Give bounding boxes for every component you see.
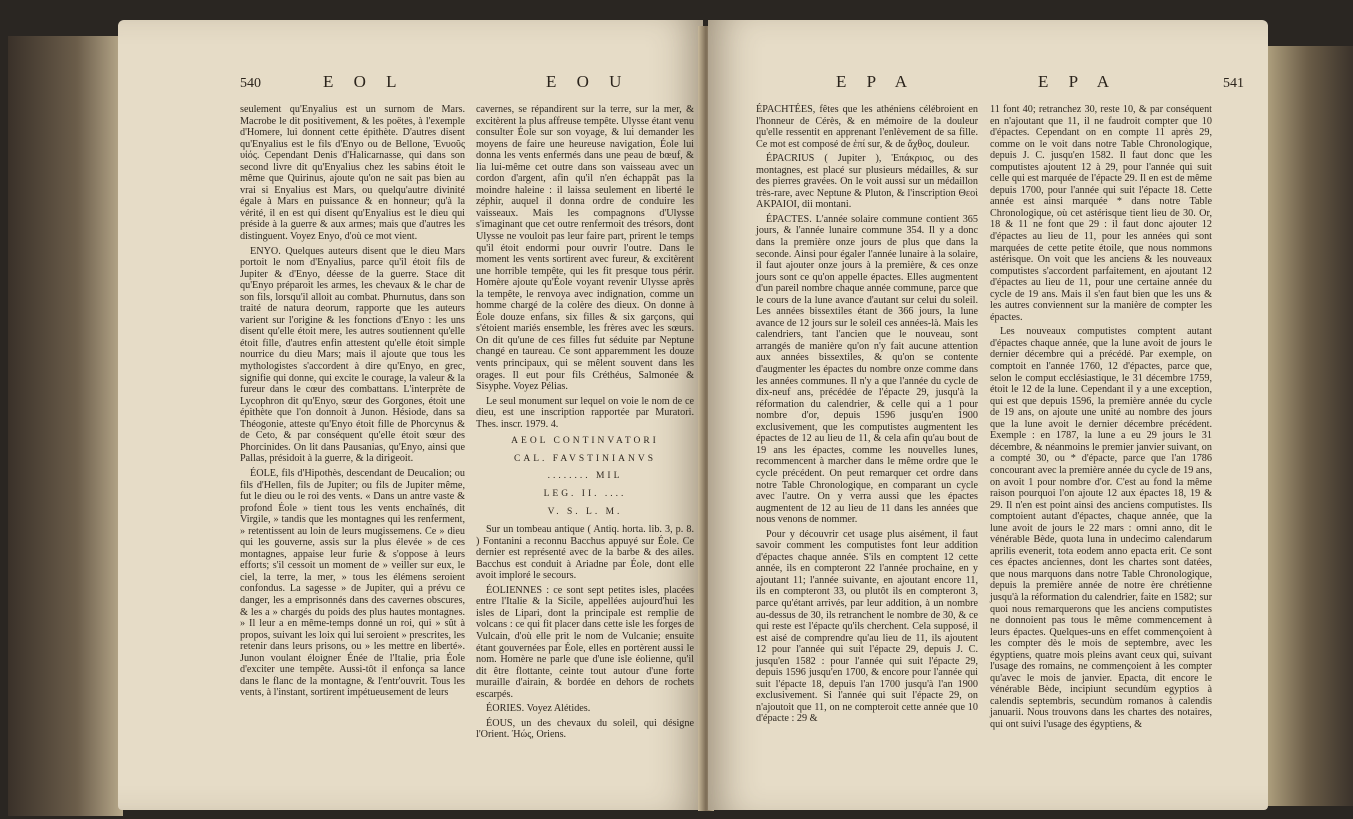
paragraph: seulement qu'Enyalius est un surnom de Mars. Macrobe le dit positivement, & les poëtes, à l'exemple d'Homere, lui donnent cette épithète. D'autres disent qu'Enyalius est le fils d'Enyo ou de Bellone, Ἐνυοῦς υἱός. Cependant Denis d'Halicarnasse, qui dans son second livre dit qu'Enyalius chez les sabins étoit le même que Quirinus, ajoute qu'on ne sait pas bien au vrai si Enyalius est Mars, ou quelqu'autre divinité égale à Mars en puissance & en honneur; qu'à la vérité, il en est qui disent qu'Enyalius est le dieu qui préside à la guerre & aux armes; mais que d'autres les distinguent. Voyez Enyo, d'où ce mot vient. bbox=[240, 104, 465, 243]
paragraph: ÉORIES. Voyez Alétides. bbox=[486, 703, 591, 715]
paragraph: Pour y découvrir cet usage plus aisément, il faut savoir comment les computistes font leur addition d'épactes chaque année. S'ils en comptent 12 cette année, ils en compteront 22 l'année prochaine, en y ajoutant 11; l'année suivante, en ajoutant encore 11, ils en compteront 33, ou plutôt ils en compteront 3, parce qu'étant arrivés, par leur addition, à un nombre au-dessus de 30, ils retranchent le nombre de 30, & ce qui reste est l'épacte qu'ils cherchent. Cela supposé, il est aisé de comprendre qu'au lieu de 11, ils ajoutent 12 pour l'année qui suit l'épacte 29, depuis J. C. jusqu'en 1582 : pour l'année qui suit l'épacte 29, depuis 1596 jusqu'en 1700, & encore pour l'année qui suit l'épacte 18, depuis l'an 1700 jusqu'à l'an 1900 exclusivement. Si l'année qui suit l'épacte 29, on n'ajoutoit que 11, on ne compteroit cette année que 10 d'épacte : 29 & bbox=[756, 528, 978, 725]
inscription-line: AEOL CONTINVATORI bbox=[511, 436, 659, 447]
paragraph: ÉPACRIUS ( Jupiter ), Ἐπάκριος, ou des montagnes, est placé sur plusieurs médailles, & sur des pierres gravées. On le voit aussi sur un médaillon très-rare, avec Neptune & Pluton, & l'inscription Θεοὶ ΑΚΡΑΙΟΙ, dii montani. bbox=[756, 153, 978, 211]
right-page bbox=[708, 20, 1268, 810]
paragraph: ÉOLIENNES : ce sont sept petites isles, placées entre l'Italie & la Sicile, appellées aujourd'hui les isles de Lipari, dont la principale est remplie de volcans : ce qui fit placer dans cette isle les forges de Vulcain, d'où elle prit le nom de Vulcanie; ensuite étant gouvernées par Éole, elles en portèrent aussi le nom. Homère ne parle que d'une isle éolienne, qu'il dit être flottante, ceinte tout autour d'une forte muraille d'airain, & bordée en dehors de rochets escarpés. bbox=[476, 584, 694, 700]
paragraph: ÉOUS, un des chevaux du soleil, qui désigne l'Orient. Ἠώς, Oriens. bbox=[476, 717, 694, 741]
page-number: 541 bbox=[1223, 76, 1244, 91]
inscription-line: ........ MIL bbox=[547, 471, 623, 482]
left-page-column-2 bbox=[476, 104, 694, 744]
paragraph: cavernes, se répandirent sur la terre, sur la mer, & excitèrent la plus affreuse tempête. Ulysse étant venu consulter Éole sur son voyage, & lui demander les moyens de faire une heureuse navigation, Éole lui donna les vents enfermés dans une peau de bœuf, & lia lui-même cet outre dans son vaisseau avec un cordon d'argent, afin qu'il n'en échappât pas la moindre haleine : il laissa seulement en liberté le zéphir, auquel il donna ordre de conduire les vaisseaux. Mais les compagnons d'Ulysse s'imaginant que cet outre renfermoit des trésors, dont Ulysse ne vouloit pas leur faire part, prirent le temps qu'il étoit endormi pour ouvrir l'outre. Dans le moment les vents sortirent avec fureur, & excitèrent une horrible tempête, qui les fit presque tous périr. Homère ajoute qu'Éole voyant revenir Ulysse après la tempête, le renvoya avec indignation, comme un homme chargé de la colère des dieux. On donne à Éole douze enfans, six filles & six garçons, qui s'étoient mariés ensemble, les frères avec les sœurs. On dit qu'une de ces filles fut séduite par Neptune changé en taureau. Ce sont apparemment les douze vents principaux, qui se mêlent souvent dans les orages. Il eut pour fils Créthéus, Salmonée & Sisyphe. Voyez Pélias. bbox=[476, 104, 694, 393]
left-page-column-1 bbox=[240, 104, 465, 702]
running-head-left: E O L bbox=[323, 72, 405, 91]
left-page-edges bbox=[8, 36, 123, 816]
inscription-line: V. S. L. M. bbox=[547, 506, 623, 517]
left-page-header bbox=[118, 72, 703, 98]
right-page-column-1 bbox=[756, 104, 978, 728]
left-page bbox=[118, 20, 703, 810]
running-head-right: E P A bbox=[1038, 72, 1118, 91]
right-page-header bbox=[708, 72, 1268, 98]
inscription-line: LEG. II. .... bbox=[543, 488, 627, 499]
right-page-column-2 bbox=[990, 104, 1212, 734]
paragraph: Le seul monument sur lequel on voie le nom de ce dieu, est une inscription rapportée par Muratori. Thes. inscr. 1979. 4. bbox=[476, 395, 694, 430]
running-head-left: E P A bbox=[836, 72, 916, 91]
paragraph: 11 font 40; retranchez 30, reste 10, & par conséquent en n'ajoutant que 11, il ne faudroit compter que 10 d'épactes. Cependant on en compte 11 après 29, comme on le voit dans notre Table Chronologique, depuis J. C. jusqu'en 1582. Il faut donc que les computistes ajoutent 12 à 29, pour l'année qui suit celle qui est marquée de l'épacte 29. Il en est de même depuis 1700, pour l'année qui suit l'épacte 18. Cette année est ainsi marquée * dans notre Table Chronologique, où cet astérisque tient lieu de 30. Or, 18 & 11 ne font que 29 : il faut donc ajouter 12 d'épactes au lieu de 11, pour les années qui sont marquées de cette petite étoile, que nous nommons astérisque. On voit que les anciens & les nouveaux computistes s'accordent parfaitement, en ajoutant 12 d'épactes au lieu de 11, pour une certaine année du cycle de 19 ans. Mais il s'en faut bien que les uns & les autres conviennent sur la manière de compter les épactes. bbox=[990, 104, 1212, 323]
paragraph: ÉOLE, fils d'Hipothès, descendant de Deucalion; ou fils d'Hellen, fils de Jupiter; ou fils de Jupiter même, fut le dieu ou le roi des vents. « Dans un antre vaste & profond Éole » tient tous les vents enchaînés, dit Virgile, » tandis que les montagnes qui les renferment, » retentissent au loin de leurs mugissemens. Ce » dieu qui les gouverne, assis sur la plus élevée » de ces montagnes, appaise leur furie & s'oppose à leurs efforts; s'il cessoit un moment de » veiller sur eux, le ciel, la terre, la mer, » tous les élémens seroient confondus. La sagesse » de Jupiter, qui a prévu ce danger, les a emprisonnés dans des cavernes obscures, & les a » chargés du poids des plus hautes montagnes. » Il leur a en même-temps donné un roi, qui » sût à propos, suivant les loix qui lui seroient » prescrites, les retenir dans leurs prisons, ou » les mettre en liberté». Junon voulant éloigner Énée de l'Italie, pria Éole d'exciter une tempête. Aussi-tôt il enfonça sa lance dans le flanc de la montagne, & l'entr'ouvrit. Tous les vents, à l'instant, sortirent impétueusement de leurs bbox=[240, 467, 465, 699]
page-number: 540 bbox=[240, 76, 261, 91]
running-head-right: E O U bbox=[546, 72, 630, 91]
open-book bbox=[8, 6, 1348, 816]
paragraph: Sur un tombeau antique ( Antiq. horta. lib. 3, p. 8. ) Fontanini a reconnu Bacchus appuyé sur Éole. Ce dernier est représenté avec de la barbe & des ailes. Bacchus est conduit à Ariadne par Éole, dont elle avoit imploré le secours. bbox=[476, 524, 694, 582]
paragraph: ENYO. Quelques auteurs disent que le dieu Mars portoit le nom d'Enyalius, parce qu'il étoit fils de Jupiter & d'Enyo, déesse de la guerre. Stace dit qu'Enyo préparoit les armes, les chevaux & le char de son fils, lorsqu'il alloit au combat. Phurnutus, dans son traité de natura deorum, rapporte que les auteurs varient sur l'origine & les fonctions d'Enyo : les uns disent qu'elle étoit mere, les autres soutiennent qu'elle étoit fille, d'autres enfin attestent qu'elle étoit simple nourrice du dieu Mars; mais il ajoute que tous les mythologistes s'accordent à dire qu'Enyo, en grec, signifie qui donne, qui excite le courage, la valeur & la fureur dans le cœur des combattans. L'interprète de Lycophron dit qu'Enyo, sœur des Gorgones, étoit une épithète que l'on donnoit à Junon. Hésiode, dans sa Théogonie, atteste qu'Enyo étoit fille de Phorcynus & de Ceto, & par conséquent qu'elle étoit sœur des Phorcinides. On lit dans Pausanias, qu'Enyo, ainsi que Pallas, présidoit à la guerre, & la dirigeoit. bbox=[240, 245, 465, 465]
paragraph: ÉPACHTÉES, fêtes que les athéniens célébroient en l'honneur de Cérès, & en mémoire de la douleur qu'elle ressentit en apprenant l'enlèvement de sa fille. Ce mot est composé de ἐπί sur, & de ἄχθος, douleur. bbox=[756, 104, 978, 150]
inscription-line: CAL. FAVSTINIANVS bbox=[514, 453, 656, 464]
paragraph: Les nouveaux computistes comptent autant d'épactes chaque année, que la lune avoit de jours le dernier décembre qui a précédé. Par exemple, on comptoit en l'année 1760, 12 d'épactes, parce que, selon le comput ecclésiastique, le 31 décembre 1759, étoit le 12 de la lune. Cependant il y a une exception, qui est que depuis 1596, la première année du cycle de 19 ans, on ajoute une unité au nombre des jours que la lune avoit le dernier décembre précédent. Exemple : en 1787, la lune a eu 29 jours le 31 décembre, & néanmoins le premier janvier suivant, on a compté 30, ou * d'épacte, parce que l'an 1786 concourant avec la première année du cycle de 19 ans, on avoit 1 pour nombre d'or. C'est au fond la même raison pourquoi l'on ajoute 12 aux épactes 18, 19 & 29. Il n'en est point ainsi des anciens computistes. Ils comptoient autant d'épactes, chaque année, que la lune avoit de jours le 22 mars : omni anno, dit le vénérable Bède, quota luna in undecimo calendarum aprilis evenerit, tota eodem anno epacta erit. Ce sont ces épactes anciennes, dont les chartes sont datées, que nous marquons dans notre Table Chronologique, depuis la première année de notre ère chrétienne jusqu'à la réformation du calendrier, faite en 1582; sur quoi nous remarquerons que les anciens computistes ne donnoient pas tous le même commencement à leurs épactes. Quelques-uns en effet commençoient à les compter dès le mois de septembre, avec les égyptiens, quatre mois pleins avant ceux qui, suivant l'usage des romains, ne commençoient à les compter qu'avec le mois de janvier. Epacta, dit encore le vénérable Bède, incipiunt secundùm egyptios à calendis septembris, secundùm romanos à calendis januarii. Nous trouvons dans les chartes des notaires, qui ont suivi l'usage des égyptiens, & bbox=[990, 326, 1212, 730]
right-page-edges bbox=[1263, 46, 1353, 806]
paragraph: ÉPACTES. L'année solaire commune contient 365 jours, & l'année lunaire commune 354. Il y a donc dans la première onze jours de plus que dans la seconde. Ainsi pour égaler l'année lunaire à la solaire, il faut ajouter onze jours à la première, & ces onze jours sont ce qu'on appelle épactes. Elles augmentent d'un pareil nombre chaque année commune, parce que le cours de la lune avance d'autant sur celui du soleil. Les années bissextiles étant de 366 jours, la lune avance de 12 jours sur le soleil ces années-là. Mais les calendriers, tant l'ancien que le nouveau, sont arrangés de manière qu'on n'y fait aucune attention aux années bissextiles, & qu'on se contente d'augmenter les épactes du nombre onze comme dans les années communes. Il n'y a que l'année du cycle de dix-neuf ans, précédée de l'épacte 29, jusqu'à la réformation du calendrier, & celle qui a 1 pour nombre d'or, depuis 1596 jusqu'en 1900 exclusivement, que les computistes augmentent les épactes de 12 au lieu de 11, & cela afin qu'au bout de 19 ans les épactes, comme les nouvelles lunes, recommencent à marcher dans le même ordre que le cycle précédent. On peut remarquer cet ordre dans notre Table Chronologique, en comparant un cycle avec l'autre. On y verra aussi que les épactes augmentent de 12 au lieu de 11 dans les années que nous venons de nommer. bbox=[756, 213, 978, 526]
